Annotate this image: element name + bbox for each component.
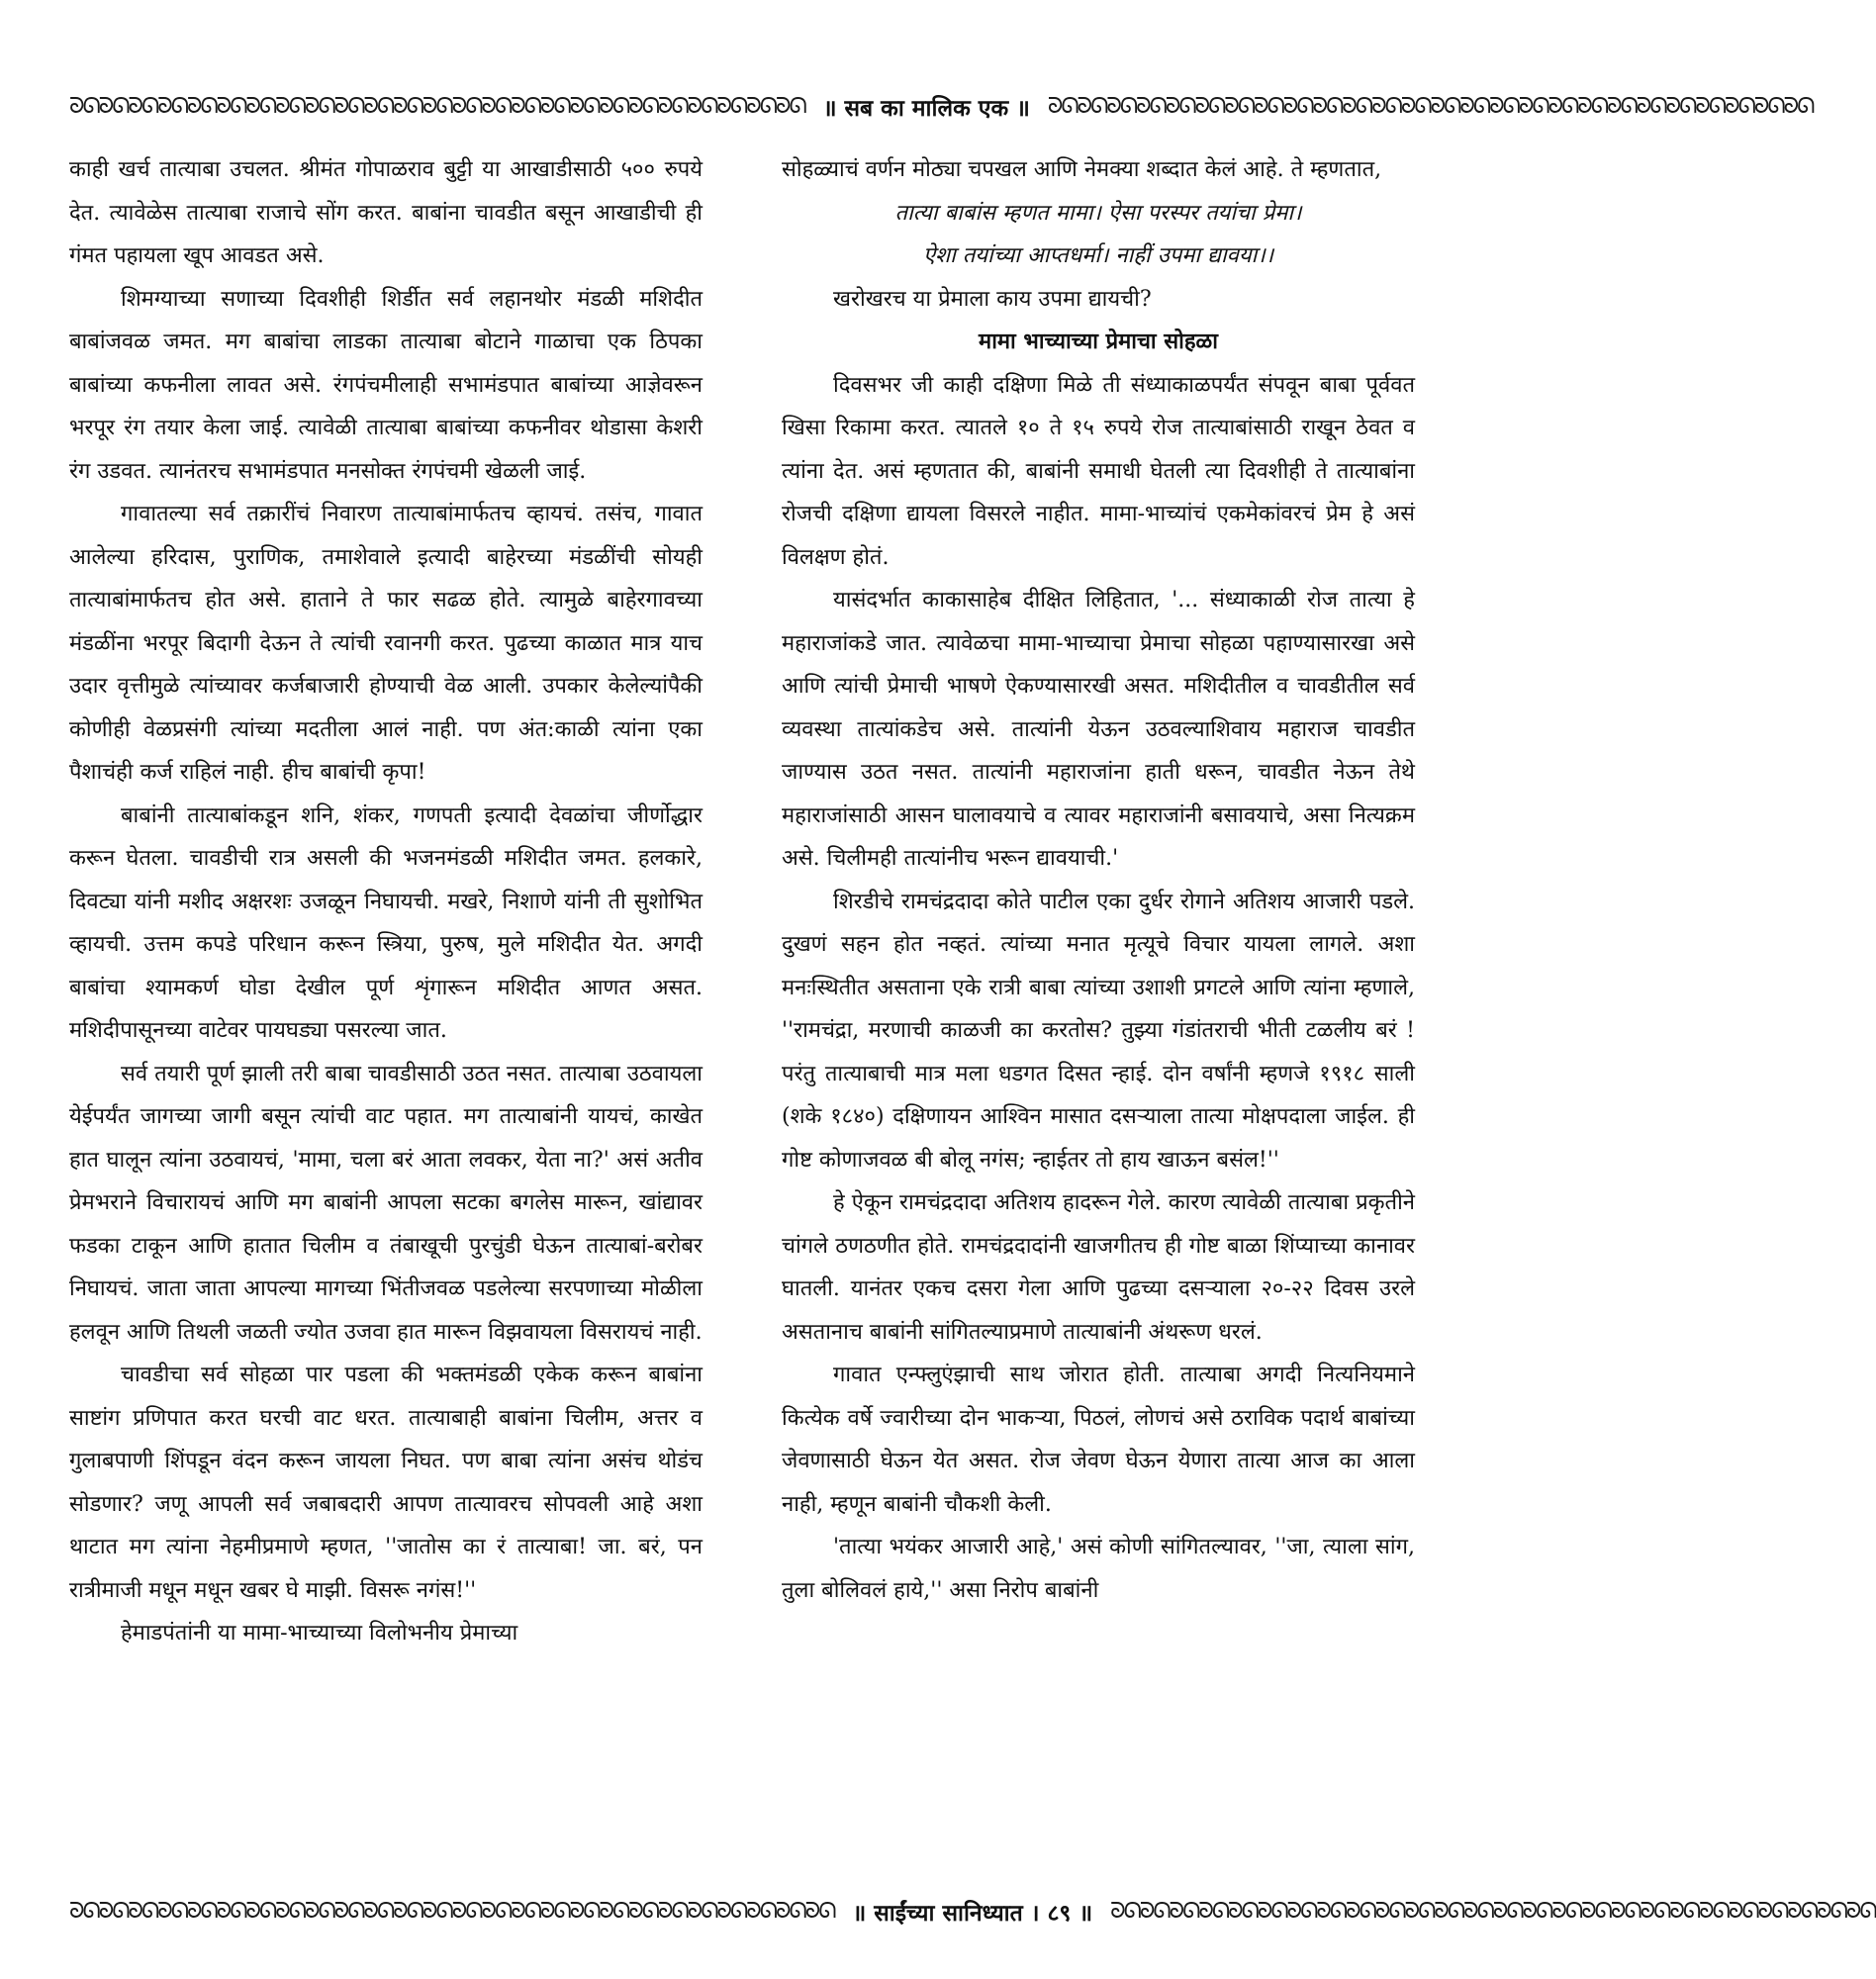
paragraph: शिमग्याच्या सणाच्या दिवशीही शिर्डीत सर्व लहानथोर मंडळी मशिदीत बाबांजवळ जमत. मग बाबांचा लाडका तात्याबा बोटाने गाळाचा एक ठिपका बाबांच्या कफनीला लावत असे. रंगपंचमीलाही सभामंडपात बाबांच्या आज्ञेवरून भरपूर रंग तयार केला जाई. त्यावेळी तात्याबा बाबांच्या कफनीवर थोडासा केशरी रंग उडवत. त्यानंतरच सभामंडपात मनसोक्त रंगपंचमी खेळली जाई. [69,286,703,484]
section-heading: मामा भाच्याच्या प्रेमाचा सोहळा [979,329,1218,354]
paragraph: सोहळ्याचं वर्णन मोठ्या चपखल आणि नेमक्या शब्दात केलं आहे. ते म्हणतात, [782,157,1382,182]
paragraph: बाबांनी तात्याबांकडून शनि, शंकर, गणपती इत्यादी देवळांचा जीर्णोद्धार करून घेतला. चावडीची रात्र असली की भजनमंडळी मशिदीत जमत. हलकारे, दिवट्या यांनी मशीद अक्षरशः उजळून निघायची. मखरे, निशाणे यांनी ती सुशोभित व्हायची. उत्तम कपडे परिधान करून स्त्रिया, पुरुष, मुले मशिदीत येत. अगदी बाबांचा श्यामकर्ण घोडा देखील पूर्ण शृंगारून मशिदीत आणत असत. मशिदीपासूनच्या वाटेवर पायघड्या पसरल्या जात. [69,802,703,1043]
header-ornament-right: ᘐᘏᘐᘏᘐᘏᘐᘏᘐᘏᘐᘏᘐᘏᘐᘏᘐᘏᘐᘏᘐᘏᘐᘏᘐᘏᘐᘏᘐᘏᘐᘏᘐᘏᘐᘏᘐᘏᘐᘏᘐᘏᘐᘏᘐᘏᘐᘏᘐᘏᘐᘏ [1047,94,1814,119]
page-footer [69,1890,1876,1933]
paragraph: दिवसभर जी काही दक्षिणा मिळे ती संध्याकाळपर्यंत संपवून बाबा पूर्ववत खिसा रिकामा करत. त्यातले १० ते १५ रुपये रोज तात्याबांसाठी राखून ठेवत व त्यांना देत. असं म्हणतात की, बाबांनी समाधी घेतली त्या दिवशीही ते तात्याबांना रोजची दक्षिणा द्यायला विसरले नाहीत. मामा-भाच्यांचं एकमेकांवरचं प्रेम हे असं विलक्षण होतं. [782,372,1415,570]
paragraph: सर्व तयारी पूर्ण झाली तरी बाबा चावडीसाठी उठत नसत. तात्याबा उठवायला येईपर्यंत जागच्या जागी बसून त्यांची वाट पहात. मग तात्याबांनी यायचं, काखेत हात घालून त्यांना उठवायचं, 'मामा, चला बरं आता लवकर, येता ना?' असं अतीव प्रेमभराने विचारायचं आणि मग बाबांनी आपला सटका बगलेस मारून, खांद्यावर फडका टाकून आणि हातात चिलीम व तंबाखूची पुरचुंडी घेऊन तात्याबां-बरोबर निघायचं. जाता जाता आपल्या मागच्या भिंतीजवळ पडलेल्या सरपणाच्या मोळीला हलवून आणि तिथली जळती ज्योत उजवा हात मारून विझवायला विसरायचं नाही. [69,1061,703,1345]
footer-title: ॥ साईंच्या सानिध्यात । ८९ ॥ [852,1901,1093,1927]
paragraph: काही खर्च तात्याबा उचलत. श्रीमंत गोपाळराव बुट्टी या आखाडीसाठी ५०० रुपये देत. त्यावेळेस तात्याबा राजाचे सोंग करत. बाबांना चावडीत बसून आखाडीची ही गंमत पहायला खूप आवडत असे. [69,157,703,268]
footer-ornament-left: ᘐᘏᘐᘏᘐᘏᘐᘏᘐᘏᘐᘏᘐᘏᘐᘏᘐᘏᘐᘏᘐᘏᘐᘏᘐᘏᘐᘏᘐᘏᘐᘏᘐᘏᘐᘏᘐᘏᘐᘏᘐᘏᘐᘏᘐᘏᘐᘏᘐᘏᘐᘏ [69,1899,835,1924]
left-column [69,148,703,1875]
paragraph: 'तात्या भयंकर आजारी आहे,' असं कोणी सांगितल्यावर, ''जा, त्याला सांग, तुला बोलिवलं हाये,'' असा निरोप बाबांनी [782,1535,1415,1603]
header-title: ॥ सब का मालिक एक ॥ [822,96,1030,122]
paragraph: शिरडीचे रामचंद्रदादा कोते पाटील एका दुर्धर रोगाने अतिशय आजारी पडले. दुखणं सहन होत नव्हतं. त्यांच्या मनात मृत्यूचे विचार यायला लागले. अशा मनःस्थितीत असताना एके रात्री बाबा त्यांच्या उशाशी प्रगटले आणि त्यांना म्हणाले, ''रामचंद्रा, मरणाची काळजी का करतोस? तुझ्या गंडांतराची भीती टळलीय बरं ! परंतु तात्याबाची मात्र मला धडगत दिसत न्हाई. दोन वर्षांनी म्हणजे १९१८ साली (शके १८४०) दक्षिणायन आश्विन मासात दसऱ्याला तात्या मोक्षपदाला जाईल. ही गोष्ट कोणाजवळ बी बोलू नगंस; न्हाईतर तो हाय खाऊन बसंल!'' [782,889,1415,1173]
paragraph: यासंदर्भात काकासाहेब दीक्षित लिहितात, '... संध्याकाळी रोज तात्या हे महाराजांकडे जात. त्यावेळचा मामा-भाच्याचा प्रेमाचा सोहळा पहाण्यासारखा असे आणि त्यांची प्रेमाची भाषणे ऐकण्यासारखी असत. मशिदीतील व चावडीतील सर्व व्यवस्था तात्यांकडेच असे. तात्यांनी येऊन उठवल्याशिवाय महाराज चावडीत जाण्यास उठत नसत. तात्यांनी महाराजांना हाती धरून, चावडीत नेऊन तेथे महाराजांसाठी आसन घालावयाचे व त्यावर महाराजांनी बसावयाचे, असा नित्यक्रम असे. चिलीमही तात्यांनीच भरून द्यावयाची.' [782,588,1415,871]
paragraph: गावातल्या सर्व तक्रारींचं निवारण तात्याबांमार्फतच व्हायचं. तसंच, गावात आलेल्या हरिदास, पुराणिक, तमाशेवाले इत्यादी बाहेरच्या मंडळींची सोयही तात्याबांमार्फतच होत असे. हाताने ते फार सढळ होते. त्यामुळे बाहेरगावच्या मंडळींना भरपूर बिदागी देऊन ते त्यांची रवानगी करत. पुढच्या काळात मात्र याच उदार वृत्तीमुळे त्यांच्यावर कर्जबाजारी होण्याची वेळ आली. उपकार केलेल्यांपैकी कोणीही वेळप्रसंगी त्यांच्या मदतीला आलं नाही. पण अंत:काळी त्यांना एका पैशाचंही कर्ज राहिलं नाही. हीच बाबांची कृपा! [69,502,703,785]
paragraph: हे ऐकून रामचंद्रदादा अतिशय हादरून गेले. कारण त्यावेळी तात्याबा प्रकृतीने चांगले ठणठणीत होते. रामचंद्रदादांनी खाजगीतच ही गोष्ट बाळा शिंप्याच्या कानावर घातली. यानंतर एकच दसरा गेला आणि पुढच्या दसऱ्याला २०-२२ दिवस उरले असतानाच बाबांनी सांगितल्याप्रमाणे तात्याबांनी अंथरूण धरलं. [782,1190,1415,1345]
paragraph: गावात एन्फ्लुएंझाची साथ जोरात होती. तात्याबा अगदी नित्यनियमाने कित्येक वर्षे ज्वारीच्या दोन भाकऱ्या, पिठलं, लोणचं असे ठराविक पदार्थ बाबांच्या जेवणासाठी घेऊन येत असत. रोज जेवण घेऊन येणारा तात्या आज का आला नाही, म्हणून बाबांनी चौकशी केली. [782,1363,1415,1517]
paragraph: हेमाडपंतांनी या मामा-भाच्याच्या विलोभनीय प्रेमाच्या [121,1621,518,1646]
header-ornament-left: ᘐᘏᘐᘏᘐᘏᘐᘏᘐᘏᘐᘏᘐᘏᘐᘏᘐᘏᘐᘏᘐᘏᘐᘏᘐᘏᘐᘏᘐᘏᘐᘏᘐᘏᘐᘏᘐᘏᘐᘏᘐᘏᘐᘏᘐᘏᘐᘏᘐᘏ [69,94,805,119]
page-header [69,85,1814,129]
paragraph: खरोखरच या प्रेमाला काय उपमा द्यायची? [833,286,1152,312]
text-columns [69,148,1415,1875]
right-column [782,148,1415,1875]
verse-line: ऐशा तयांच्या आप्तधर्मा। नाहीं उपमा द्यावया।। [922,243,1274,268]
paragraph: चावडीचा सर्व सोहळा पार पडला की भक्तमंडळी एकेक करून बाबांना साष्टांग प्रणिपात करत घरची वाट धरत. तात्याबाही बाबांना चिलीम, अत्तर व गुलाबपाणी शिंपडून वंदन करून जायला निघत. पण बाबा त्यांना असंच थोडंच सोडणार? जणू आपली सर्व जबाबदारी आपण तात्यावरच सोपवली आहे अशा थाटात मग त्यांना नेहमीप्रमाणे म्हणत, ''जातोस का रं तात्याबा! जा. बरं, पन रात्रीमाजी मधून मधून खबर घे माझी. विसरू नगंस!'' [69,1363,703,1603]
footer-ornament-right: ᘐᘏᘐᘏᘐᘏᘐᘏᘐᘏᘐᘏᘐᘏᘐᘏᘐᘏᘐᘏᘐᘏᘐᘏᘐᘏᘐᘏᘐᘏᘐᘏᘐᘏᘐᘏᘐᘏᘐᘏᘐᘏᘐᘏᘐᘏᘐᘏᘐᘏᘐᘏ [1110,1899,1876,1924]
verse-line: तात्या बाबांस म्हणत मामा। ऐसा परस्पर तयांचा प्रेमा। [894,200,1302,226]
